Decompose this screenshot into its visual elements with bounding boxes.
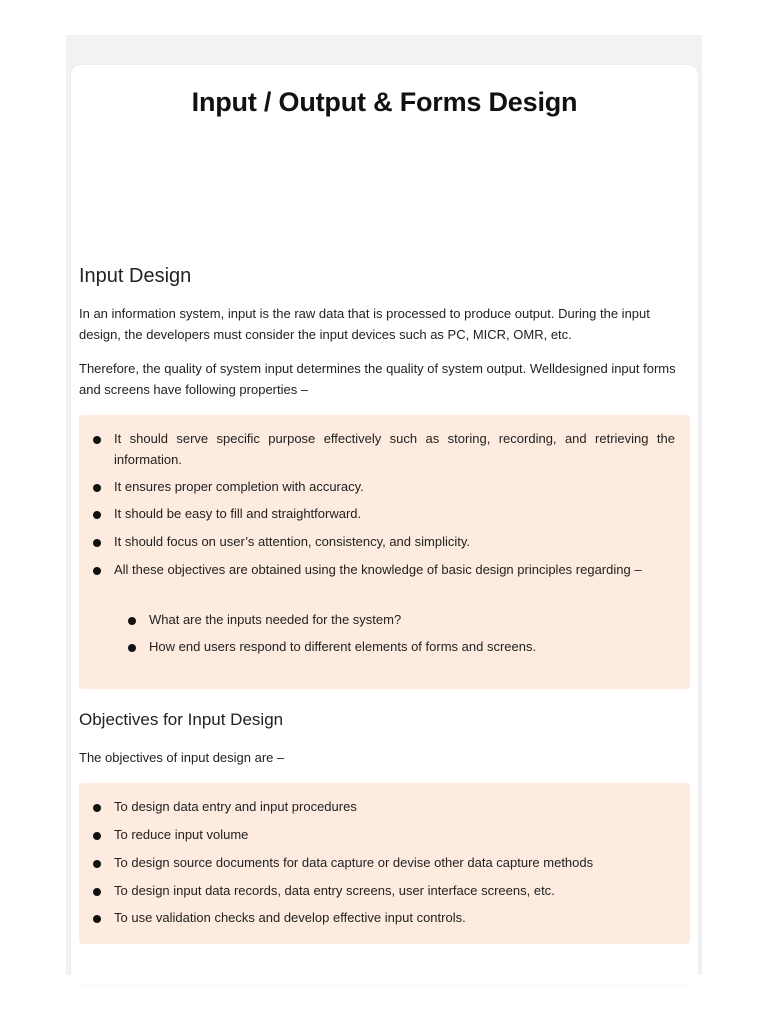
list-item: It should focus on user’s attention, consistency, and simplicity. [79, 531, 675, 552]
input-design-paragraph-1: In an information system, input is the raw data that is processed to produce output. During the input design, the developers must consider the input devices such as PC, MICR, OMR, etc. [79, 306, 650, 342]
sub-list-item: What are the inputs needed for the system? [114, 609, 649, 630]
sub-list-item: How end users respond to different elements of forms and screens. [114, 636, 649, 657]
list-item: To design source documents for data capture or devise other data capture methods [79, 852, 675, 873]
list-item: To design data entry and input procedures [79, 796, 675, 817]
list-item: All these objectives are obtained using the knowledge of basic design principles regarding – [79, 559, 675, 580]
objectives-intro: The objectives of input design are – [79, 750, 285, 765]
section-heading-objectives: Objectives for Input Design [79, 710, 284, 729]
list-item: It ensures proper completion with accuracy. [79, 476, 675, 497]
list-item: To design input data records, data entry screens, user interface screens, etc. [79, 880, 675, 901]
objectives-callout [79, 783, 690, 944]
list-item: To use validation checks and develop effective input controls. [79, 907, 675, 928]
section-heading-input-design: Input Design [79, 265, 192, 287]
page-title: Input / Output & Forms Design [191, 87, 578, 117]
list-item: To reduce input volume [79, 824, 675, 845]
input-design-paragraph-2: Therefore, the quality of system input determines the quality of system output. Welldesigned input forms and screens have following properties – [79, 361, 676, 397]
list-item: It should serve specific purpose effectively such as storing, recording, and retrieving the information. [79, 428, 675, 470]
list-item: It should be easy to fill and straightforward. [79, 503, 675, 524]
article-card [71, 65, 698, 985]
properties-callout [79, 415, 690, 689]
